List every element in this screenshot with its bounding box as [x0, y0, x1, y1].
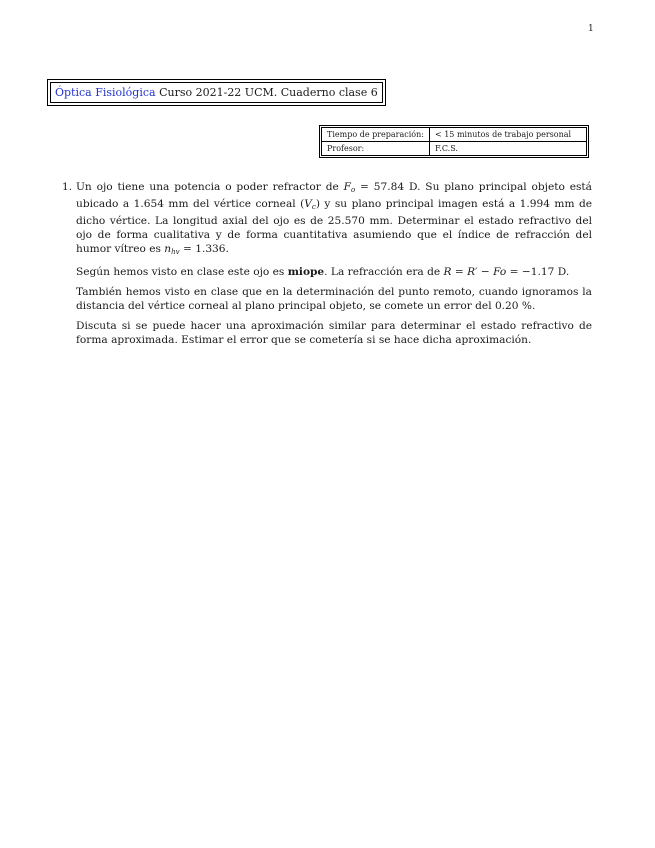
power-subscript: o — [350, 186, 356, 194]
info-row-professor — [322, 142, 587, 156]
statement-text: Un ojo tiene una potencia o poder refractor de — [76, 181, 344, 193]
refraction-formula: R = R′ − Fo — [443, 266, 507, 278]
power-symbol: F — [343, 181, 351, 193]
exercise-statement — [76, 180, 592, 259]
statement-text: ) y su plano principal imagen está a 1.994 mm de dicho vértice. La longitud axial del ojo es de 25.570 mm. Determinar el estado refractivo del ojo de forma cualitativa y de forma cuantitativa asumiendo que el índice de refracción del humor vítreo es — [76, 198, 592, 255]
info-value: < 15 minutos de trabajo personal — [429, 128, 586, 142]
answer-text: Según hemos visto en clase este ojo es — [76, 266, 288, 278]
answer-text: = −1.17 D. — [506, 266, 570, 278]
exercise-body — [76, 180, 592, 347]
index-symbol: n — [164, 243, 172, 255]
course-title-text: Curso 2021-22 UCM. Cuaderno clase 6 — [159, 86, 378, 99]
info-table — [319, 125, 589, 158]
answer-paragraph — [76, 265, 592, 279]
vertex-subscript: c — [311, 203, 316, 211]
vertex-symbol: V — [304, 198, 312, 210]
course-title-box — [47, 79, 386, 106]
note-paragraph: También hemos visto en clase que en la determinación del punto remoto, cuando ignoramos la distancia del vértice corneal al plano principal objeto, se comete un error del 0.20 %. — [76, 286, 592, 312]
exercise-item — [62, 180, 592, 353]
info-row-preparation — [322, 128, 587, 142]
answer-bold-term: miope — [287, 266, 325, 278]
statement-text: = 1.336. — [179, 243, 229, 255]
answer-text: . La refracción era de — [324, 266, 444, 278]
statement-text: = 57.84 D. Su plano principal objeto está ubicado a 1.654 mm del vértice corneal ( — [76, 181, 592, 210]
page-number: 1 — [588, 24, 594, 34]
info-value: F.C.S. — [429, 142, 586, 156]
info-label: Tiempo de preparación: — [322, 128, 430, 142]
course-title-link[interactable]: Óptica Fisiológica — [55, 86, 156, 99]
index-subscript: hv — [171, 248, 180, 256]
info-label: Profesor: — [322, 142, 430, 156]
course-title — [50, 82, 383, 103]
question-paragraph: Discuta si se puede hacer una aproximación similar para determinar el estado refractivo de forma aproximada. Estimar el error que se cometería si se hace dicha aproximación. — [76, 320, 592, 346]
exercise-number: 1. — [62, 181, 73, 193]
